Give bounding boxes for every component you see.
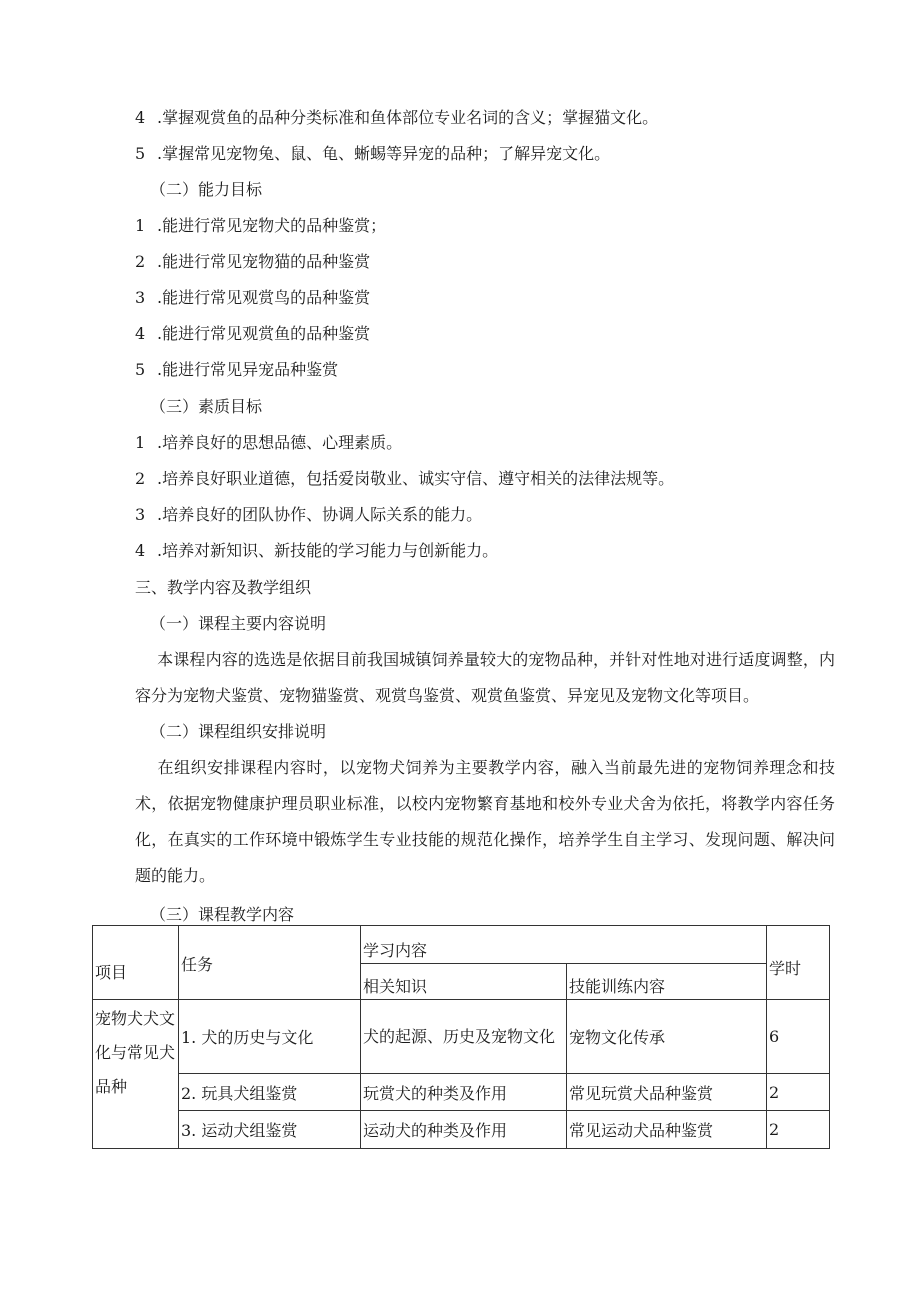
header-task: 任务 bbox=[179, 926, 361, 1000]
ability-item bbox=[135, 324, 370, 344]
ability-item bbox=[135, 360, 338, 380]
item-text: .培养良好的思想品德、心理素质。 bbox=[157, 433, 403, 452]
table-header-row bbox=[93, 926, 830, 964]
item-number: 1 bbox=[135, 433, 146, 452]
item-text: .能进行常见观赏鸟的品种鉴赏 bbox=[157, 288, 371, 307]
paragraph-text: 在组织安排课程内容时，以宠物犬饲养为主要教学内容，融入当前最先进的宠物饲养理念和技术，依据宠物健康护理员职业标准，以校内宠物繁育基地和校外专业犬舍为依托，将教学内容任务化，在真实的工作环境中锻炼学生专业技能的规范化操作，培养学生自主学习、发现问题、解决问题的能力。 bbox=[135, 758, 835, 885]
item-text: .能进行常见宠物猫的品种鉴赏 bbox=[157, 252, 371, 271]
quality-item bbox=[135, 541, 498, 561]
course-content-table bbox=[92, 925, 830, 1149]
task-cell: 1. 犬的历史与文化 bbox=[179, 1000, 361, 1074]
subsection-heading: （二）课程组织安排说明 bbox=[150, 722, 327, 741]
item-text: .培养对新知识、新技能的学习能力与创新能力。 bbox=[157, 541, 499, 560]
subsection-heading: （一）课程主要内容说明 bbox=[150, 614, 327, 633]
skill-cell: 常见运动犬品种鉴赏 bbox=[567, 1111, 767, 1149]
section-heading: 三、教学内容及教学组织 bbox=[135, 578, 312, 597]
skill-cell: 常见玩赏犬品种鉴赏 bbox=[567, 1074, 767, 1111]
item-text: .能进行常见观赏鱼的品种鉴赏 bbox=[157, 324, 371, 343]
item-number: 2 bbox=[135, 469, 146, 488]
item-text: .掌握观赏鱼的品种分类标准和鱼体部位专业名词的含义；掌握猫文化。 bbox=[157, 108, 659, 127]
item-number: 3 bbox=[135, 505, 146, 524]
hours-cell: 2 bbox=[767, 1074, 830, 1111]
ability-heading: （二）能力目标 bbox=[150, 180, 263, 199]
item-text: .培养良好职业道德，包括爱岗敬业、诚实守信、遵守相关的法律法规等。 bbox=[157, 469, 675, 488]
paragraph-text: 本课程内容的选选是依据目前我国城镇饲养量较大的宠物品种，并针对性地对进行适度调整，内容分为宠物犬鉴赏、宠物猫鉴赏、观赏鸟鉴赏、观赏鱼鉴赏、异宠见及宠物文化等项目。 bbox=[135, 650, 835, 705]
header-project: 项目 bbox=[93, 926, 179, 1000]
quality-item bbox=[135, 433, 402, 453]
hours-cell: 2 bbox=[767, 1111, 830, 1149]
hours-cell: 6 bbox=[767, 1000, 830, 1074]
item-number: 4 bbox=[135, 108, 146, 127]
item-number: 5 bbox=[135, 144, 146, 163]
item-text: .能进行常见宠物犬的品种鉴赏； bbox=[157, 216, 387, 235]
item-number: 3 bbox=[135, 288, 146, 307]
item-number: 2 bbox=[135, 252, 146, 271]
table-row bbox=[93, 1000, 830, 1074]
task-cell: 2. 玩具犬组鉴赏 bbox=[179, 1074, 361, 1111]
item-text: .能进行常见异宠品种鉴赏 bbox=[157, 360, 339, 379]
item-number: 4 bbox=[135, 324, 146, 343]
header-hours: 学时 bbox=[767, 926, 830, 1000]
project-cell: 宠物犬犬文化与常见犬品种 bbox=[93, 1000, 179, 1149]
quality-item bbox=[135, 469, 674, 489]
ability-item bbox=[135, 288, 370, 308]
knowledge-item bbox=[135, 108, 658, 128]
header-knowledge: 相关知识 bbox=[361, 964, 567, 1000]
header-skill: 技能训练内容 bbox=[567, 964, 767, 1000]
knowledge-cell: 运动犬的种类及作用 bbox=[361, 1111, 567, 1149]
ability-item bbox=[135, 216, 386, 236]
knowledge-item bbox=[135, 144, 610, 164]
quality-item bbox=[135, 505, 482, 525]
task-cell: 3. 运动犬组鉴赏 bbox=[179, 1111, 361, 1149]
header-content: 学习内容 bbox=[361, 926, 767, 964]
item-text: .掌握常见宠物兔、鼠、龟、蜥蜴等异宠的品种；了解异宠文化。 bbox=[157, 144, 611, 163]
item-number: 5 bbox=[135, 360, 146, 379]
knowledge-cell: 玩赏犬的种类及作用 bbox=[361, 1074, 567, 1111]
table-row bbox=[93, 1074, 830, 1111]
ability-item bbox=[135, 252, 370, 272]
knowledge-cell: 犬的起源、历史及宠物文化 bbox=[361, 1000, 567, 1074]
skill-cell: 宠物文化传承 bbox=[567, 1000, 767, 1074]
paragraph bbox=[135, 750, 835, 894]
item-number: 1 bbox=[135, 216, 146, 235]
paragraph bbox=[135, 642, 835, 714]
table-row bbox=[93, 1111, 830, 1149]
quality-heading: （三）素质目标 bbox=[150, 397, 263, 416]
item-number: 4 bbox=[135, 541, 146, 560]
subsection-heading: （三）课程教学内容 bbox=[150, 905, 295, 924]
item-text: .培养良好的团队协作、协调人际关系的能力。 bbox=[157, 505, 483, 524]
